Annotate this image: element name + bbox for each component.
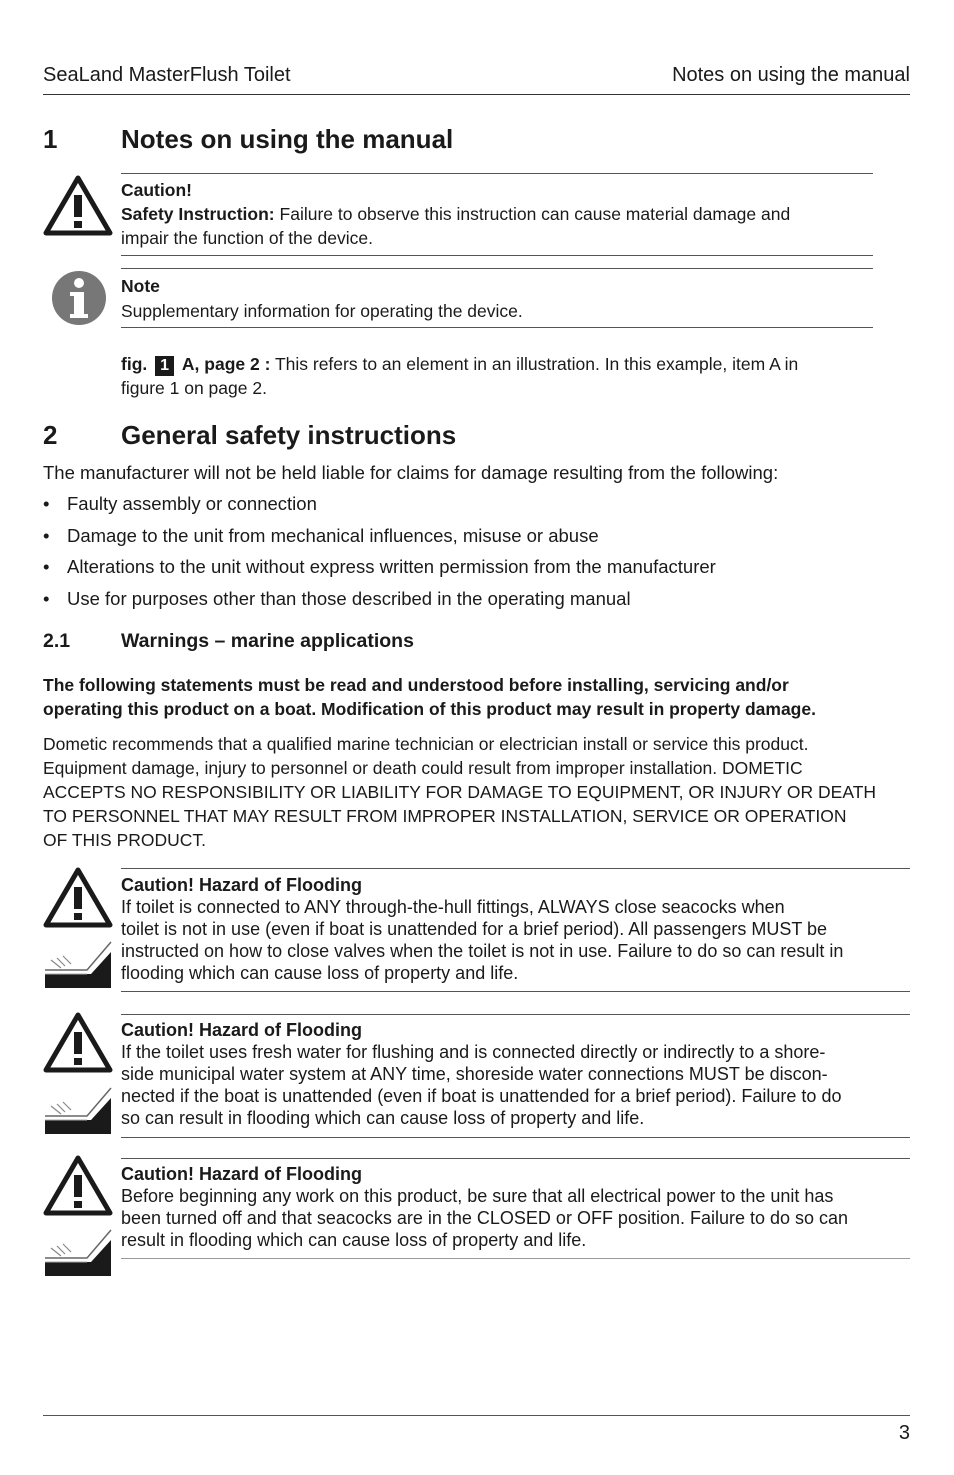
flood-caution-3-top-rule — [121, 1158, 910, 1159]
caution-text — [121, 202, 881, 250]
figure-reference-explanation — [121, 352, 891, 400]
note-text: Supplementary information for operating the device. — [121, 301, 523, 321]
list-item: • Damage to the unit from mechanical influences, misuse or abuse — [43, 525, 599, 546]
header-rule — [43, 94, 910, 95]
note-bottom-rule — [121, 327, 873, 328]
running-header-title: SeaLand MasterFlush Toilet — [43, 64, 291, 86]
note-top-rule — [121, 268, 873, 269]
warning-triangle-icon — [43, 867, 113, 929]
dometic-recommendation-paragraph: Dometic recommends that a qualified marine technician or electrician install or service this product. Equipment damage, injury to personnel or death could result from improper installation. DOMETIC ACCEPTS NO RESPONSIBILITY OR LIABILITY FOR DAMAGE TO EQUIPMENT, OR INJURY OR DEATH TO PERSONNEL THAT MAY RESULT FROM IMPROPER INSTALLATION, SERVICE OR OPERATION OF THIS PRODUCT. — [43, 734, 877, 850]
list-item: • Alterations to the unit without express written permission from the manufacturer — [43, 556, 716, 577]
section-2-title: General safety instructions — [121, 420, 457, 450]
section-2-number: 2 — [43, 420, 58, 450]
fig-text-line-2: figure 1 on page 2. — [121, 378, 267, 398]
subsection-number: 2.1 — [43, 630, 71, 652]
fig-text-line-1: This refers to an element in an illustration. In this example, item A in — [274, 354, 799, 374]
warning-triangle-icon — [43, 175, 113, 237]
flood-caution-2-title: Caution! Hazard of Flooding — [121, 1020, 362, 1040]
section-1-number: 1 — [43, 124, 58, 154]
flood-caution-2-top-rule — [121, 1014, 910, 1015]
list-item: • Faulty assembly or connection — [43, 493, 317, 514]
flood-caution-1-title: Caution! Hazard of Flooding — [121, 875, 362, 895]
flood-caution-2: Caution! Hazard of Flooding If the toilet uses fresh water for flushing and is connected directly or indirectly to a shore- side municipal water system at ANY time, shoreside water connections MUST be discon- nected if the boat is unattended (even if boat is unattended for a brief period). Failure to do so can result in flooding which can cause loss of property and life. — [121, 1019, 911, 1129]
page-number: 3 — [898, 1422, 910, 1444]
flood-caution-1-top-rule — [121, 868, 910, 869]
flood-caution-3-bottom-rule — [121, 1258, 910, 1259]
fig-prefix: fig. — [121, 354, 148, 374]
flooding-hull-icon — [43, 1226, 113, 1278]
warning-triangle-icon — [43, 1155, 113, 1217]
note-title: Note — [121, 276, 160, 296]
flooding-hull-icon — [43, 1084, 113, 1136]
caution-bottom-rule — [121, 255, 873, 256]
caution-text-line-1: Failure to observe this instruction can cause material damage and — [279, 204, 791, 224]
caution-top-rule — [121, 173, 873, 174]
caution-label: Safety Instruction: — [121, 204, 275, 224]
flood-caution-3-title: Caution! Hazard of Flooding — [121, 1164, 362, 1184]
subsection-title: Warnings – marine applications — [121, 630, 414, 652]
flood-caution-1-bottom-rule — [121, 991, 910, 992]
flooding-hull-icon — [43, 938, 113, 990]
flood-caution-1: Caution! Hazard of Flooding If toilet is connected to ANY through-the-hull fittings, ALWAYS close seacocks when toilet is not in use (even if boat is unattended for a brief period). All passengers MUST be instructed on how to close valves when the toilet is not in use. Failure to do so can result in flooding which can cause loss of property and life. — [121, 874, 911, 984]
section-1-title: Notes on using the manual — [121, 124, 454, 154]
section-2-intro: The manufacturer will not be held liable for claims for damage resulting from the following: — [43, 462, 779, 483]
figure-number-box: 1 — [155, 356, 174, 376]
caution-title: Caution! — [121, 180, 192, 200]
running-header-section: Notes on using the manual — [672, 64, 910, 86]
list-item: • Use for purposes other than those described in the operating manual — [43, 588, 631, 609]
flood-caution-3: Caution! Hazard of Flooding Before beginning any work on this product, be sure that all electrical power to the unit has been turned off and that seacocks are in the CLOSED or OFF position. Failure to do so can result in flooding which can cause loss of property and life. — [121, 1163, 911, 1251]
fig-ref: A, page 2 : — [181, 354, 271, 374]
caution-text-line-2: impair the function of the device. — [121, 228, 373, 248]
warning-bold-statement: The following statements must be read and understood before installing, servicing and/or operating this product on a boat. Modification of this product may result in property damage. — [43, 675, 816, 719]
info-icon — [51, 270, 107, 326]
flood-caution-2-bottom-rule — [121, 1137, 910, 1138]
warning-triangle-icon — [43, 1012, 113, 1074]
footer-rule — [43, 1415, 910, 1416]
